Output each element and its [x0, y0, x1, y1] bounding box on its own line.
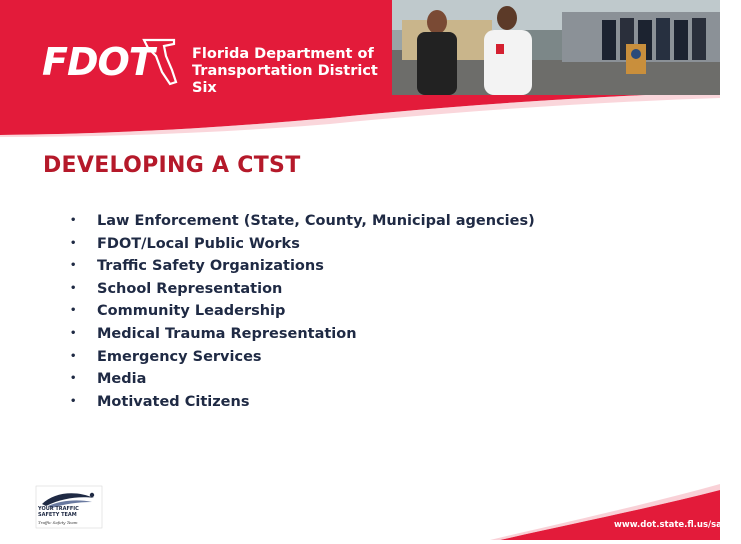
list-item: [70, 255, 535, 278]
bullet-icon: •: [70, 305, 77, 317]
slide-title: DEVELOPING A CTST: [43, 153, 301, 178]
bullet-icon: •: [70, 237, 77, 249]
bullet-icon: •: [70, 215, 77, 226]
list-item-text: FDOT/Local Public Works: [97, 235, 300, 252]
traffic-safety-team-tagline: Traffic Safety Team: [38, 520, 78, 525]
header-photo: [392, 0, 720, 95]
list-item-text: School Representation: [97, 280, 283, 297]
list-item: [70, 210, 535, 233]
bullet-icon: •: [70, 260, 77, 272]
footer-url-link[interactable]: www.dot.state.fl.us/safety: [614, 520, 741, 530]
team-text-line2: SAFETY TEAM: [38, 511, 77, 518]
list-item: [70, 278, 535, 301]
bullet-icon: •: [70, 395, 77, 407]
header-banner: [0, 0, 720, 135]
list-item-text: Medical Trauma Representation: [97, 325, 357, 342]
list-item: [70, 346, 535, 369]
list-item-text: Motivated Citizens: [97, 393, 250, 410]
fdot-logo-text: FDOT: [42, 40, 154, 84]
list-item-text: Law Enforcement (State, County, Municipal agencies): [97, 213, 535, 229]
list-item-text: Community Leadership: [97, 303, 286, 320]
list-item: [70, 368, 535, 391]
organization-name: [192, 46, 392, 97]
list-item: [70, 233, 535, 256]
list-item: [70, 391, 535, 414]
list-item-text: Traffic Safety Organizations: [97, 258, 324, 275]
member-list: [70, 210, 535, 413]
footer-red-swoosh: [0, 470, 720, 540]
bullet-icon: •: [70, 350, 77, 362]
bullet-icon: •: [70, 327, 77, 339]
list-item: [70, 300, 535, 323]
bullet-icon: •: [70, 282, 77, 294]
traffic-safety-team-text: [38, 507, 100, 518]
organization-name-line2: Transportation District Six: [192, 63, 378, 96]
list-item-text: Media: [97, 371, 147, 388]
team-text-line1: YOUR TRAFFIC: [38, 506, 79, 512]
list-item: [70, 323, 535, 346]
organization-name-line1: Florida Department of: [192, 46, 374, 62]
footer: [0, 470, 720, 540]
bullet-icon: •: [70, 373, 77, 385]
list-item-text: Emergency Services: [97, 348, 262, 365]
